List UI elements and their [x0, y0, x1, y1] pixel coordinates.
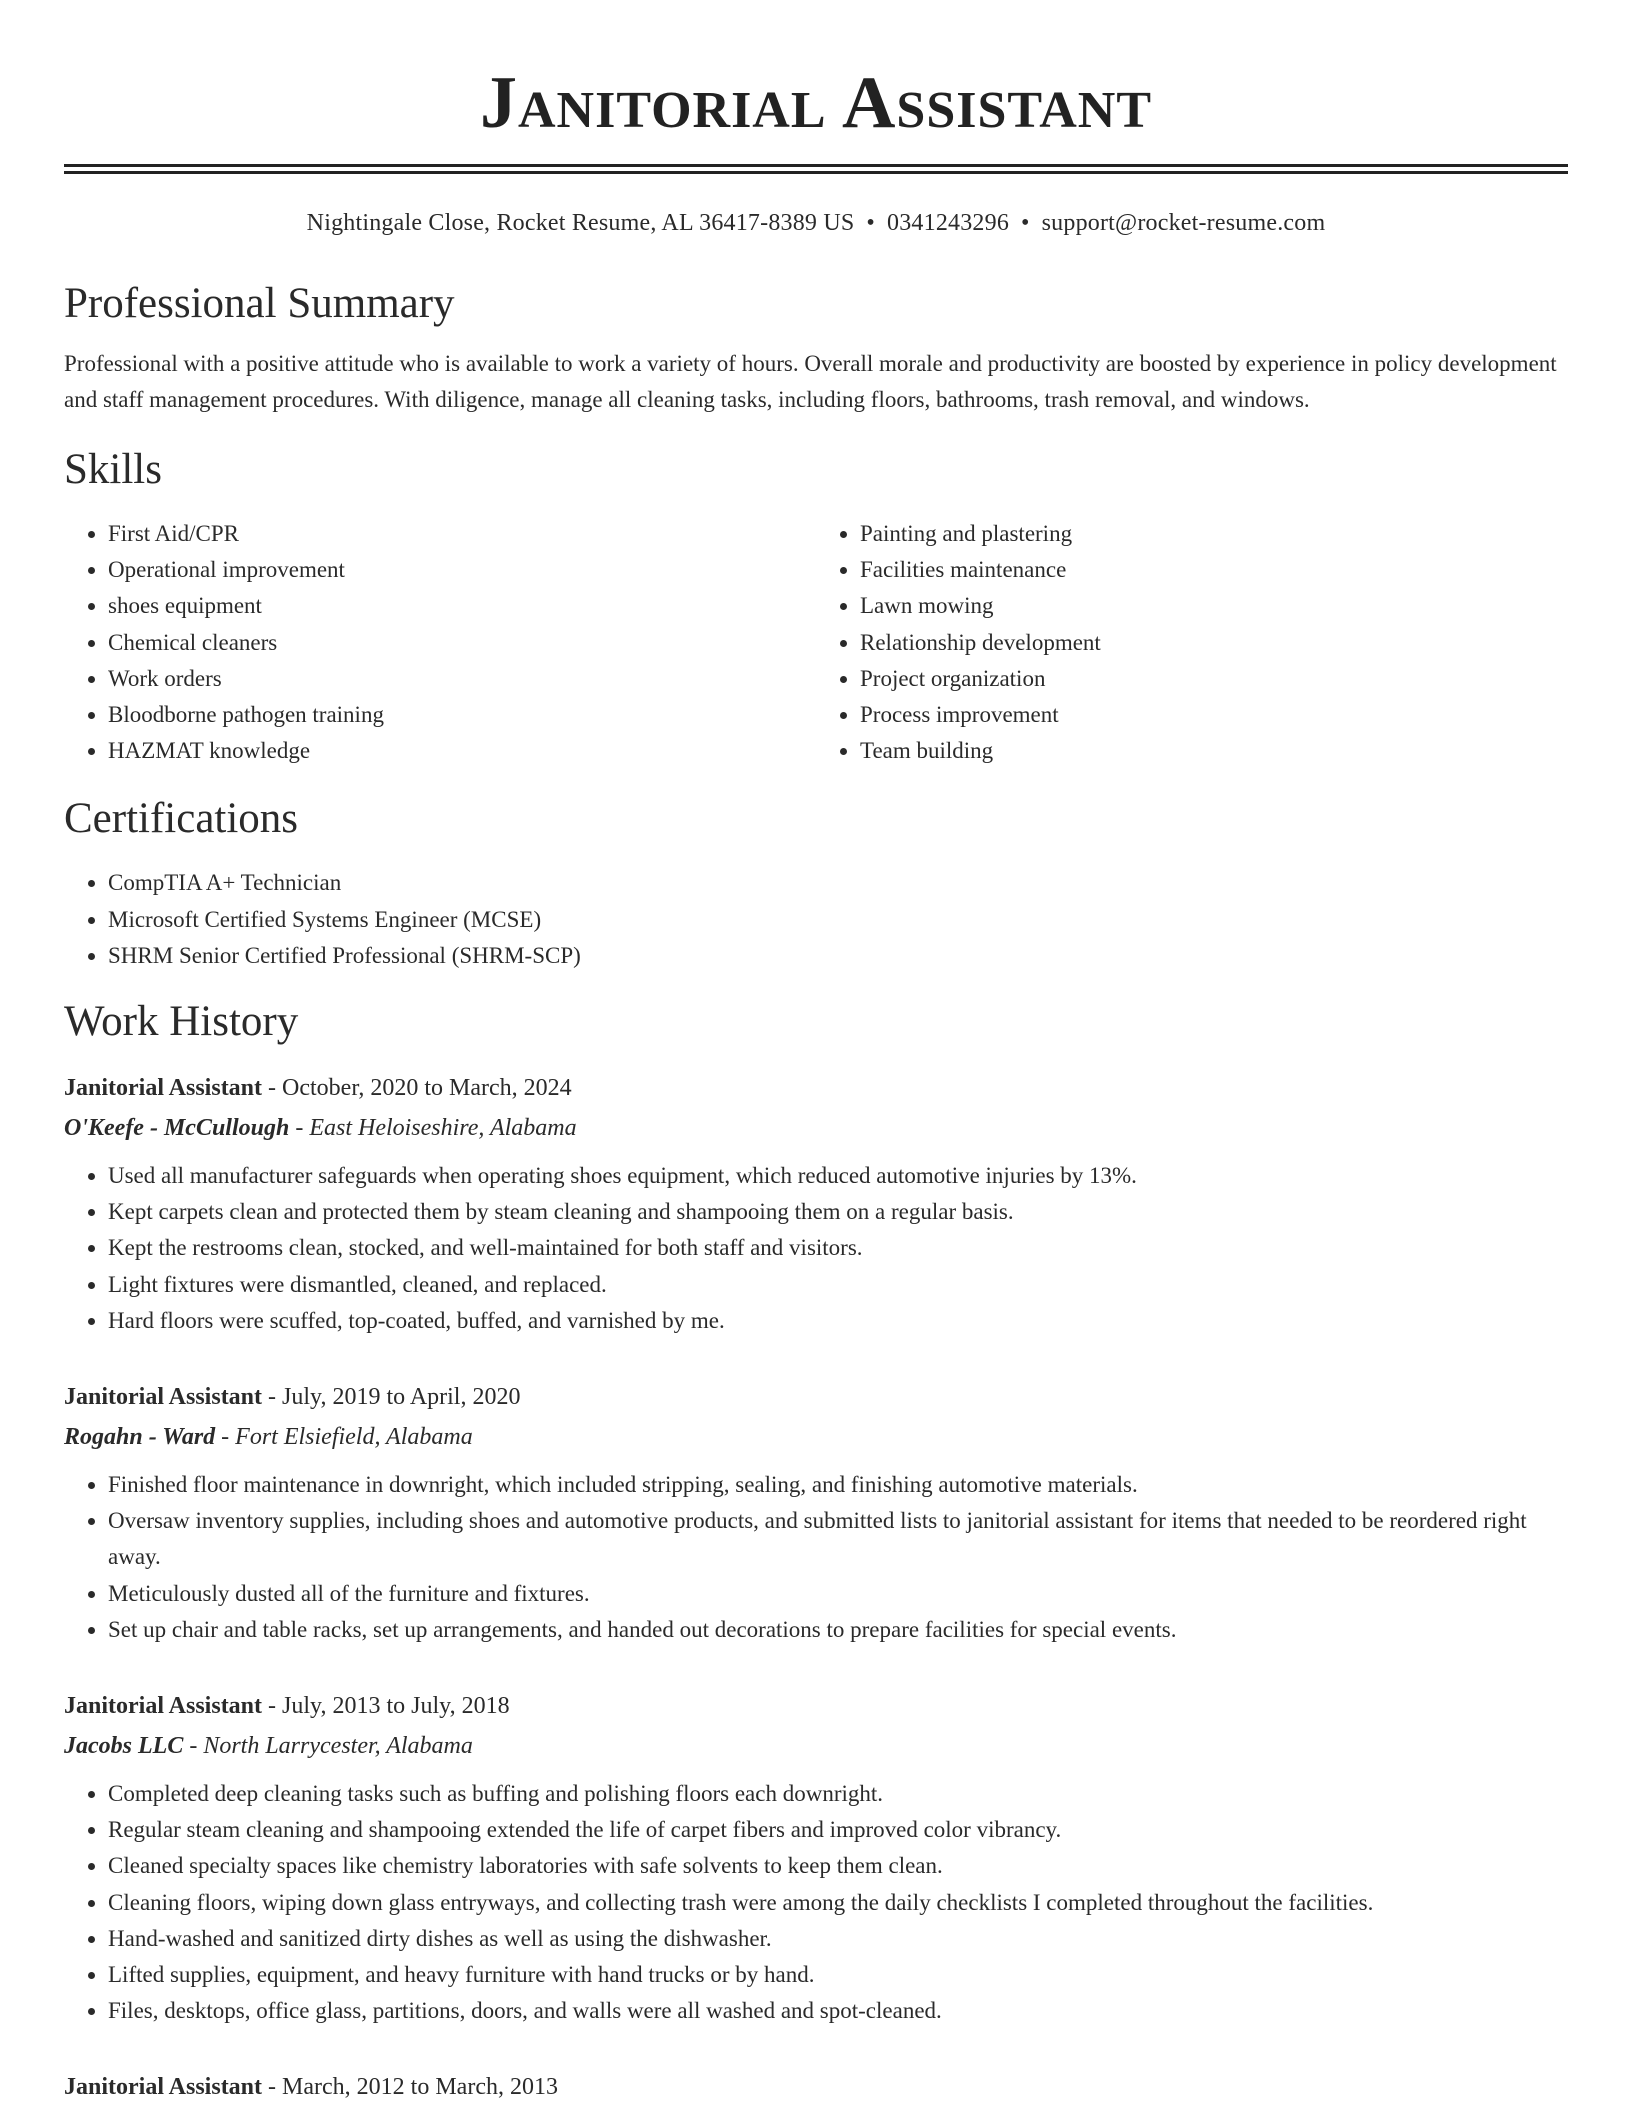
skill-item: • Painting and plastering — [860, 516, 1568, 552]
job-duty: • Hard floors were scuffed, top-coated, buffed, and varnished by me. — [108, 1303, 1568, 1339]
resume-name: Janitorial Assistant — [479, 62, 1153, 144]
job-duty: • Cleaned specialty spaces like chemistry laboratories with safe solvents to keep them clean. — [108, 1848, 1568, 1884]
skills-columns — [64, 516, 1568, 769]
skill-item: • Work orders — [108, 661, 816, 697]
job-duty: • Oversaw inventory supplies, including shoes and automotive products, and submitted lists to janitorial assistant for items that needed to be reordered right away. — [108, 1503, 1568, 1575]
job-header — [64, 1377, 1568, 1417]
job-employer — [64, 1108, 1568, 1148]
contact-phone: 0341243296 — [887, 210, 1010, 236]
work-history-heading: Work History — [64, 998, 299, 1046]
resume-page — [64, 0, 1568, 2107]
job-role: Janitorial Assistant — [64, 1693, 263, 1720]
skills-heading: Skills — [64, 446, 162, 493]
job-duties-list — [64, 1467, 1568, 1648]
skill-item: • Lawn mowing — [860, 588, 1568, 624]
job-duty: • Finished floor maintenance in downright, which included stripping, sealing, and finishing automotive materials. — [108, 1467, 1568, 1503]
skill-item: • Chemical cleaners — [108, 625, 816, 661]
job-role: Janitorial Assistant — [64, 2074, 263, 2101]
skill-item: • shoes equipment — [108, 588, 816, 624]
skill-item: • Team building — [860, 733, 1568, 769]
contact-email: support@rocket-resume.com — [1041, 210, 1326, 236]
skill-item: • First Aid/CPR — [108, 516, 816, 552]
job-duty: • Kept carpets clean and protected them by steam cleaning and shampooing them on a regular basis. — [108, 1194, 1568, 1230]
job-duty: • Lifted supplies, equipment, and heavy furniture with hand trucks or by hand. — [108, 1957, 1568, 1993]
job-company: O'Keefe - McCullough — [64, 1115, 290, 1142]
skills-list-left — [64, 516, 816, 769]
summary-heading: Professional Summary — [64, 280, 455, 327]
job-entry — [64, 1068, 1568, 1339]
certification-item: • SHRM Senior Certified Professional (SHRM-SCP) — [108, 938, 1568, 974]
job-duty: • Light fixtures were dismantled, cleaned, and replaced. — [108, 1267, 1568, 1303]
job-role: Janitorial Assistant — [64, 1384, 263, 1411]
skill-item: • Bloodborne pathogen training — [108, 697, 816, 733]
job-duty: • Regular steam cleaning and shampooing extended the life of carpet fibers and improved color vibrancy. — [108, 1812, 1568, 1848]
contact-line — [64, 208, 1568, 238]
skill-item: • Operational improvement — [108, 552, 816, 588]
job-duties-list — [64, 1158, 1568, 1339]
job-duty: • Set up chair and table racks, set up arrangements, and handed out decorations to prepare facilities for special events. — [108, 1612, 1568, 1648]
job-duty: • Files, desktops, office glass, partitions, doors, and walls were all washed and spot-cleaned. — [108, 1993, 1568, 2029]
certifications-heading: Certifications — [64, 795, 299, 843]
job-header — [64, 1068, 1568, 1108]
certifications-list — [64, 865, 1568, 974]
job-header — [64, 2067, 1568, 2107]
skill-item: • Process improvement — [860, 697, 1568, 733]
job-duty: • Kept the restrooms clean, stocked, and well-maintained for both staff and visitors. — [108, 1230, 1568, 1266]
job-entry — [64, 2067, 1568, 2107]
job-dates: - March, 2012 to March, 2013 — [262, 2074, 558, 2101]
job-header — [64, 1686, 1568, 1726]
job-employer — [64, 1417, 1568, 1457]
job-company: Jacobs LLC — [64, 1733, 184, 1760]
skill-item: • Relationship development — [860, 625, 1568, 661]
certification-item: • Microsoft Certified Systems Engineer (MCSE) — [108, 902, 1568, 938]
contact-address: Nightingale Close, Rocket Resume, AL 36417-8389 US — [306, 210, 855, 236]
job-entry — [64, 1686, 1568, 2029]
job-company: Rogahn - Ward — [64, 1424, 216, 1451]
job-dates: - October, 2020 to March, 2024 — [262, 1075, 572, 1102]
job-duty: • Meticulously dusted all of the furniture and fixtures. — [108, 1576, 1568, 1612]
contact-separator: • — [1021, 210, 1030, 236]
job-role: Janitorial Assistant — [64, 1075, 263, 1102]
summary-text: Professional with a positive attitude who is available to work a variety of hours. Overall morale and productivity are boosted by experience in policy development and staff management procedures. With diligence, manage all cleaning tasks, including floors, bathrooms, trash removal, and windows. — [64, 351, 1557, 412]
header-double-rule — [64, 164, 1568, 174]
job-duty: • Used all manufacturer safeguards when operating shoes equipment, which reduced automotive injuries by 13%. — [108, 1158, 1568, 1194]
skill-item: • Facilities maintenance — [860, 552, 1568, 588]
job-location: - East Heloiseshire, Alabama — [289, 1115, 577, 1142]
certification-item: • CompTIA A+ Technician — [108, 865, 1568, 901]
job-duties-list — [64, 1776, 1568, 2029]
job-duty: • Cleaning floors, wiping down glass entryways, and collecting trash were among the daily checklists I completed throughout the facilities. — [108, 1885, 1568, 1921]
job-location: - North Larrycester, Alabama — [183, 1733, 473, 1760]
contact-separator: • — [866, 210, 876, 236]
job-dates: - July, 2019 to April, 2020 — [262, 1384, 521, 1411]
job-employer — [64, 1726, 1568, 1766]
skill-item: • Project organization — [860, 661, 1568, 697]
job-location: - Fort Elsiefield, Alabama — [215, 1424, 473, 1451]
skill-item: • HAZMAT knowledge — [108, 733, 816, 769]
job-duty: • Completed deep cleaning tasks such as buffing and polishing floors each downright. — [108, 1776, 1568, 1812]
job-duty: • Hand-washed and sanitized dirty dishes as well as using the dishwasher. — [108, 1921, 1568, 1957]
skills-list-right — [816, 516, 1568, 769]
job-dates: - July, 2013 to July, 2018 — [262, 1693, 510, 1720]
job-entry — [64, 1377, 1568, 1648]
